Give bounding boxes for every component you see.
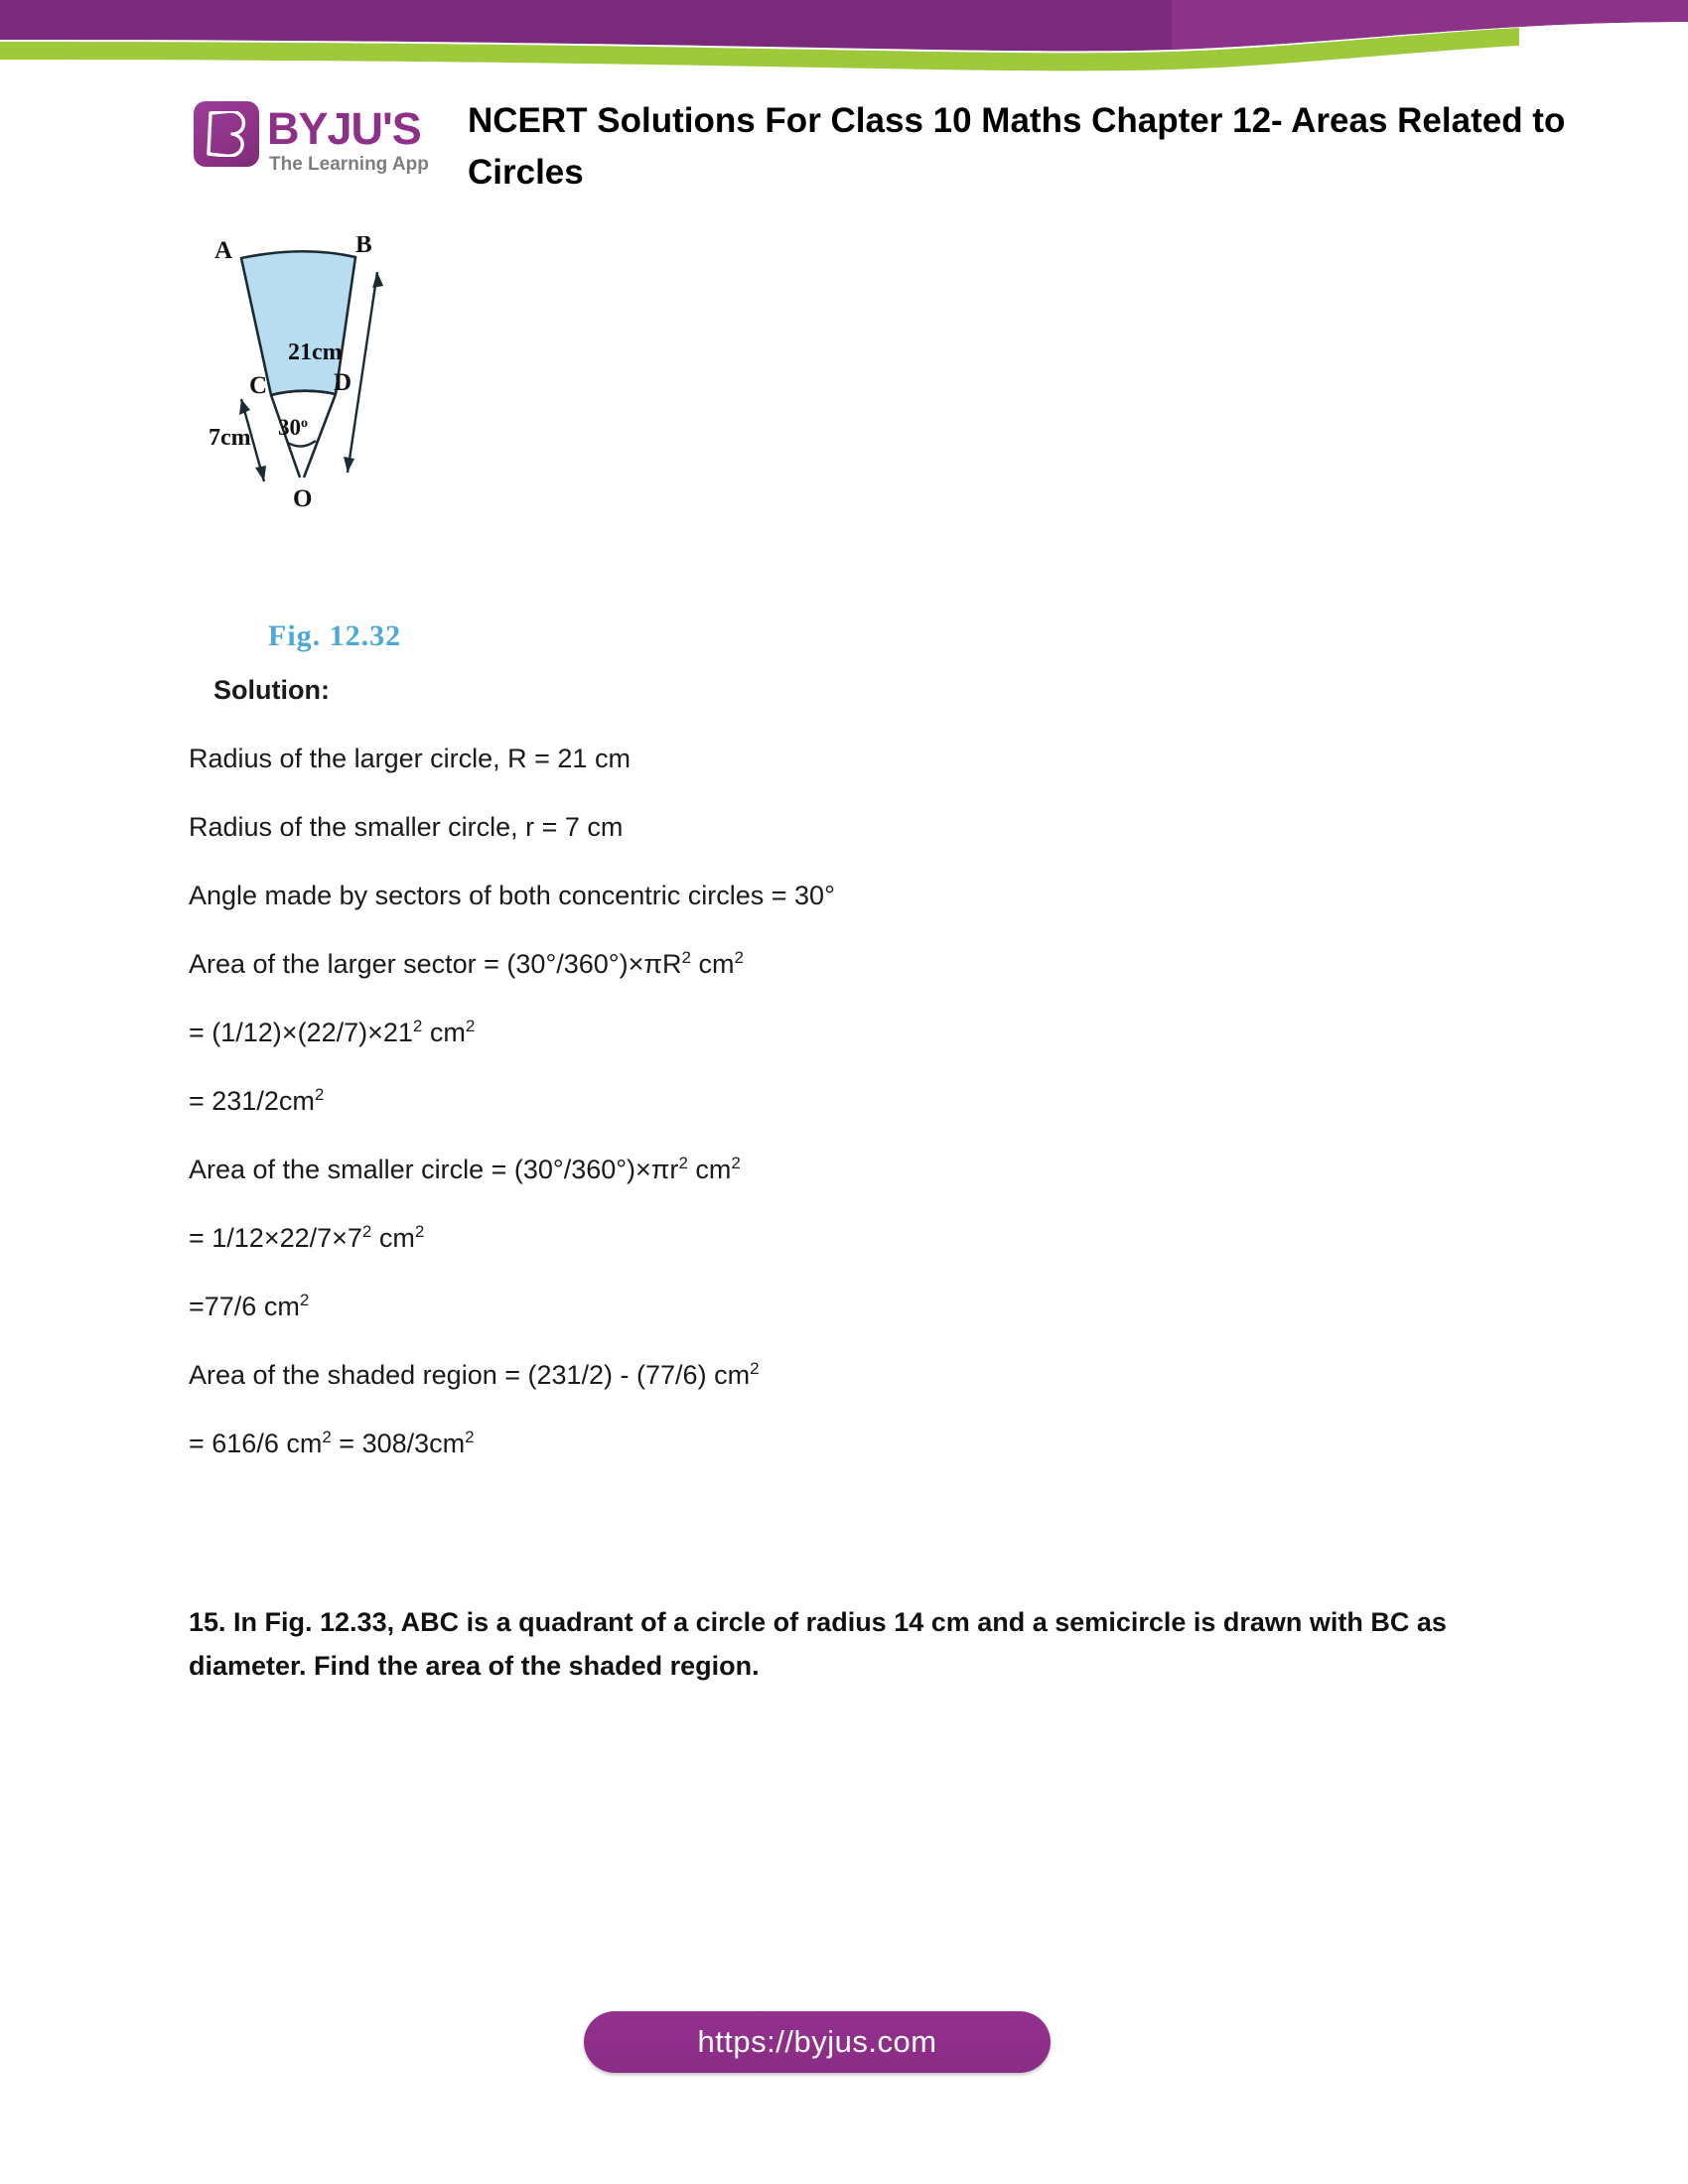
figure-label-o: O [293,485,313,512]
sector-diagram [209,236,536,614]
formula-smaller-result-text: =77/6 cm [189,1292,300,1321]
figure-label-angle-30: 30$^o$ [278,415,308,440]
figure-label-b: B [355,236,372,258]
formula-larger-sector-unit: cm [690,949,735,979]
formula-larger-sector-sub [189,1018,1509,1048]
formula-smaller-sub-unit: cm [371,1223,415,1253]
formula-smaller-unit: cm [687,1155,732,1184]
figure-label-c: C [249,372,268,399]
byjus-logo[interactable] [194,101,462,193]
sup-2: 2 [322,1428,332,1446]
figure-label-7cm: 7cm [209,425,251,451]
sup-2: 2 [299,1291,310,1309]
page-header [194,95,1584,214]
sup-2: 2 [678,1154,688,1172]
sup-2: 2 [465,1428,475,1446]
formula-smaller-sub-text: = 1/12×22/7×7 [189,1223,362,1253]
formula-final-b: = 308/3cm [331,1429,466,1458]
figure-caption: Fig. 12.32 [268,619,402,652]
formula-larger-sector [189,949,1509,980]
formula-larger-sub-unit: cm [422,1018,466,1047]
angle-arc-30 [288,441,316,447]
radius-line-do [304,394,336,478]
figure-12-32 [209,236,536,653]
byjus-tagline: The Learning App [269,154,429,175]
letter-b-glyph-icon [207,111,246,157]
solution-line-angle: Angle made by sectors of both concentric circles = 30° [189,881,835,910]
sup-2: 2 [681,948,691,967]
top-decorative-banner [0,0,1688,79]
formula-larger-sub-text: = (1/12)×(22/7)×21 [189,1018,413,1047]
footer-url-button[interactable] [584,2011,1051,2073]
formula-larger-sector-result [189,1086,1509,1117]
page-title: NCERT Solutions For Class 10 Maths Chapter 12- Areas Related to Circles [464,95,1580,199]
solution-heading: Solution: [213,675,330,705]
figure-label-21cm: 21cm [288,340,343,365]
dimension-arrowhead-21cm-top [372,272,383,288]
solution-line-radius-r: Radius of the smaller circle, r = 7 cm [189,812,624,842]
formula-smaller-result [189,1292,1509,1322]
dimension-arrow-21cm [348,272,377,473]
footer-url-label: https://byjus.com [697,2024,937,2059]
formula-final-answer [189,1429,1509,1459]
sup-2: 2 [414,1222,425,1241]
sup-2: 2 [731,1154,741,1172]
formula-smaller-circle [189,1155,1509,1185]
sup-2: 2 [465,1017,476,1035]
sup-2: 2 [314,1085,325,1104]
formula-shaded-text: Area of the shaded region = (231/2) - (77/6) cm [189,1360,751,1390]
figure-label-d: D [334,369,352,396]
formula-smaller-text: Area of the smaller circle = (30°/360°)×πr [189,1155,679,1184]
formula-larger-result-text: = 231/2cm [189,1086,315,1116]
formula-larger-sector-text: Area of the larger sector = (30°/360°)×πR [189,949,682,979]
solution-content [189,675,1509,1497]
figure-label-a: A [214,237,233,264]
sup-2: 2 [750,1359,760,1378]
sup-2: 2 [734,948,744,967]
sup-2: 2 [412,1017,423,1035]
formula-final-a: = 616/6 cm [189,1429,323,1458]
question-15: 15. In Fig. 12.33, ABC is a quadrant of a circle of radius 14 cm and a semicircle is drawn with BC as diameter. Find the area of the shaded region. [189,1607,1447,1681]
byjus-logo-mark-icon [194,101,259,167]
sup-2: 2 [361,1222,372,1241]
formula-shaded-region [189,1360,1509,1391]
byjus-wordmark: BYJU'S [267,103,421,154]
solution-line-radius-R: Radius of the larger circle, R = 21 cm [189,744,631,773]
formula-smaller-sub [189,1223,1509,1254]
